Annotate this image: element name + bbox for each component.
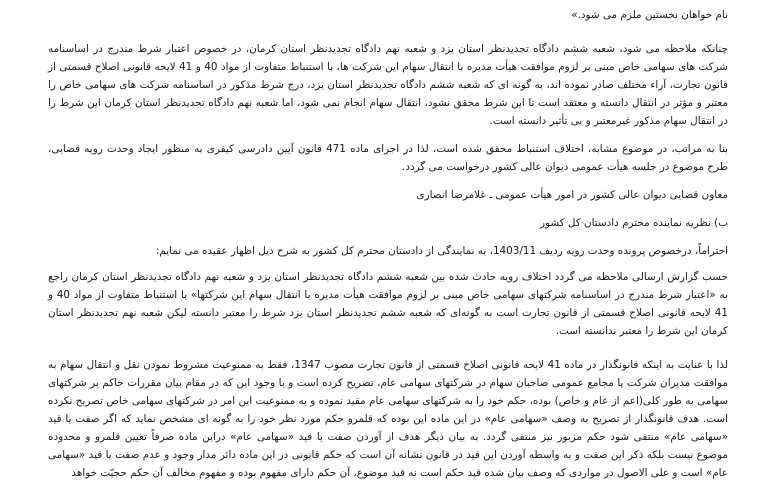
section-heading: ب) نظریه نماینده محترم دادستان کل کشور: [539, 217, 728, 229]
intro-paragraph: نام خواهان نخستین ملزم می شود.»: [571, 9, 728, 21]
document-body: [48, 6, 728, 482]
signature-line: معاون قضایی دیوان عالی کشور در امور هیأت عمومی ـ غلامرضا انصاری: [416, 189, 728, 201]
second-paragraph: بنا به مراتب، در موضوع مشابه، اختلاف استنباط محقق شده است، لذا در اجرای ماده 471 قانون آیین دادرسی کیفری به منظور ایجاد وحدت رویه قضایی، طرح موضوع در جلسه هیأت عمومی دیوان عالی کشور درخواست می گردد.: [48, 143, 728, 173]
first-paragraph: چنانکه ملاحظه می شود، شعبه ششم دادگاه تجدیدنظر استان یزد و شعبه نهم دادگاه تجدیدنظر استان کرمان، در خصوص اعتبار شرط مندرج در اساسنامه شرکت های سهامی خاص مبنی بر لزوم موافقت هیأت مدیره با انتقال سهام این شرکت ها، با استنباط متفاوت از مواد 40 و 41 لایحه قانونی اصلاح قسمتی از قانون تجارت، آراء مختلف صادر نموده اند، به گونه ای که شعبه ششم دادگاه تجدیدنظر استان یزد، درج شرط مذکور در اساسنامه شرکت های سهامی خاص را معتبر و مؤثر در انتقال دانسته و معتقد است تا این شرط محقق نشود، انتقال سهام انجام نمی شود، اما شعبه نهم دادگاه تجدیدنظر استان کرمان این شرط را در انتقال سهام مذکور غیرمعتبر و بی تأثیر دانسته است.: [48, 43, 729, 127]
report-paragraph: حسب گزارش ارسالی ملاحظه می گردد اختلاف رویه حادث شده بین شعبه ششم دادگاه تجدیدنظر استان یزد و شعبه نهم دادگاه تجدیدنظر استان کرمان راجع به «اعتبار شرط مندرج در اساسنامه شرکتهای سهامی خاص مبنی بر لزوم موافقت هیأت مدیره با انتقال سهام این شرکتها» با استنباط متفاوت از مواد 40 و 41 لایحه قانونی اصلاح قسمتی از قانون تجارت است به گونه‌ای که شعبه ششم تجدیدنظر استان یزد شرط را معتبر دانسته لیکن شعبه نهم تجدیدنظر استان کرمان این شرط را معتبر ندانسته است.: [48, 271, 728, 337]
salutation-paragraph: احتراماً، درخصوص پرونده وحدت رویه ردیف 1403/11، به نمایندگی از دادستان محترم کل کشور به شرح ذیل اظهار عقیده می نمایم:: [155, 245, 728, 257]
final-paragraph: لذا با عنایت به اینکه قانونگذار در ماده 41 لایحه قانونی اصلاح قسمتی از قانون تجارت مصوب 1347، فقط به ممنوعیت مشروط نمودن نقل و انتقال سهام به موافقت مدیران شرکت یا مجامع عمومی صاحبان سهام در شرکتهای سهامی عام، تصریح کرده است و با وجود این که در مقام بیان مقررات حاکم بر شرکتهای سهامی به طور کلی(اعم از عام و خاص) بوده، حکم خود را به شرکتهای سهامی عام مقید نموده و به ممنوعیت این امر در شرکتهای سهامی خاص تصریح نکرده است. هدف قانونگذار از تصریح به وصف «سهامی عام» در این ماده این بوده که قلمرو حکم مورد نظر خود را به گونه ای مشخص نماید که اگر صفت یا قید «سهامی عام» منتفی شود حکم مزبور نیز منتفی گردد. به بیان دیگر هدف از آوردن صفت یا قید «سهامی عام» دراین ماده صرفاً تعیین قلمرو و محدوده موضوع نیست بلکه ذکر این صفت و به واسطه آوردن این قید در قانون نشانه آن است که حکم قانونی در این ماده دائر مدار وجود و عدم صفت یا قید «سهامی عام» است و علی الاصول در مواردی که وصف بیان شده قید حکم است نه قید موضوع، آن حکم دارای مفهوم بوده و مفهوم مخالف آن حکم حجیّت خواهد: [48, 359, 728, 479]
